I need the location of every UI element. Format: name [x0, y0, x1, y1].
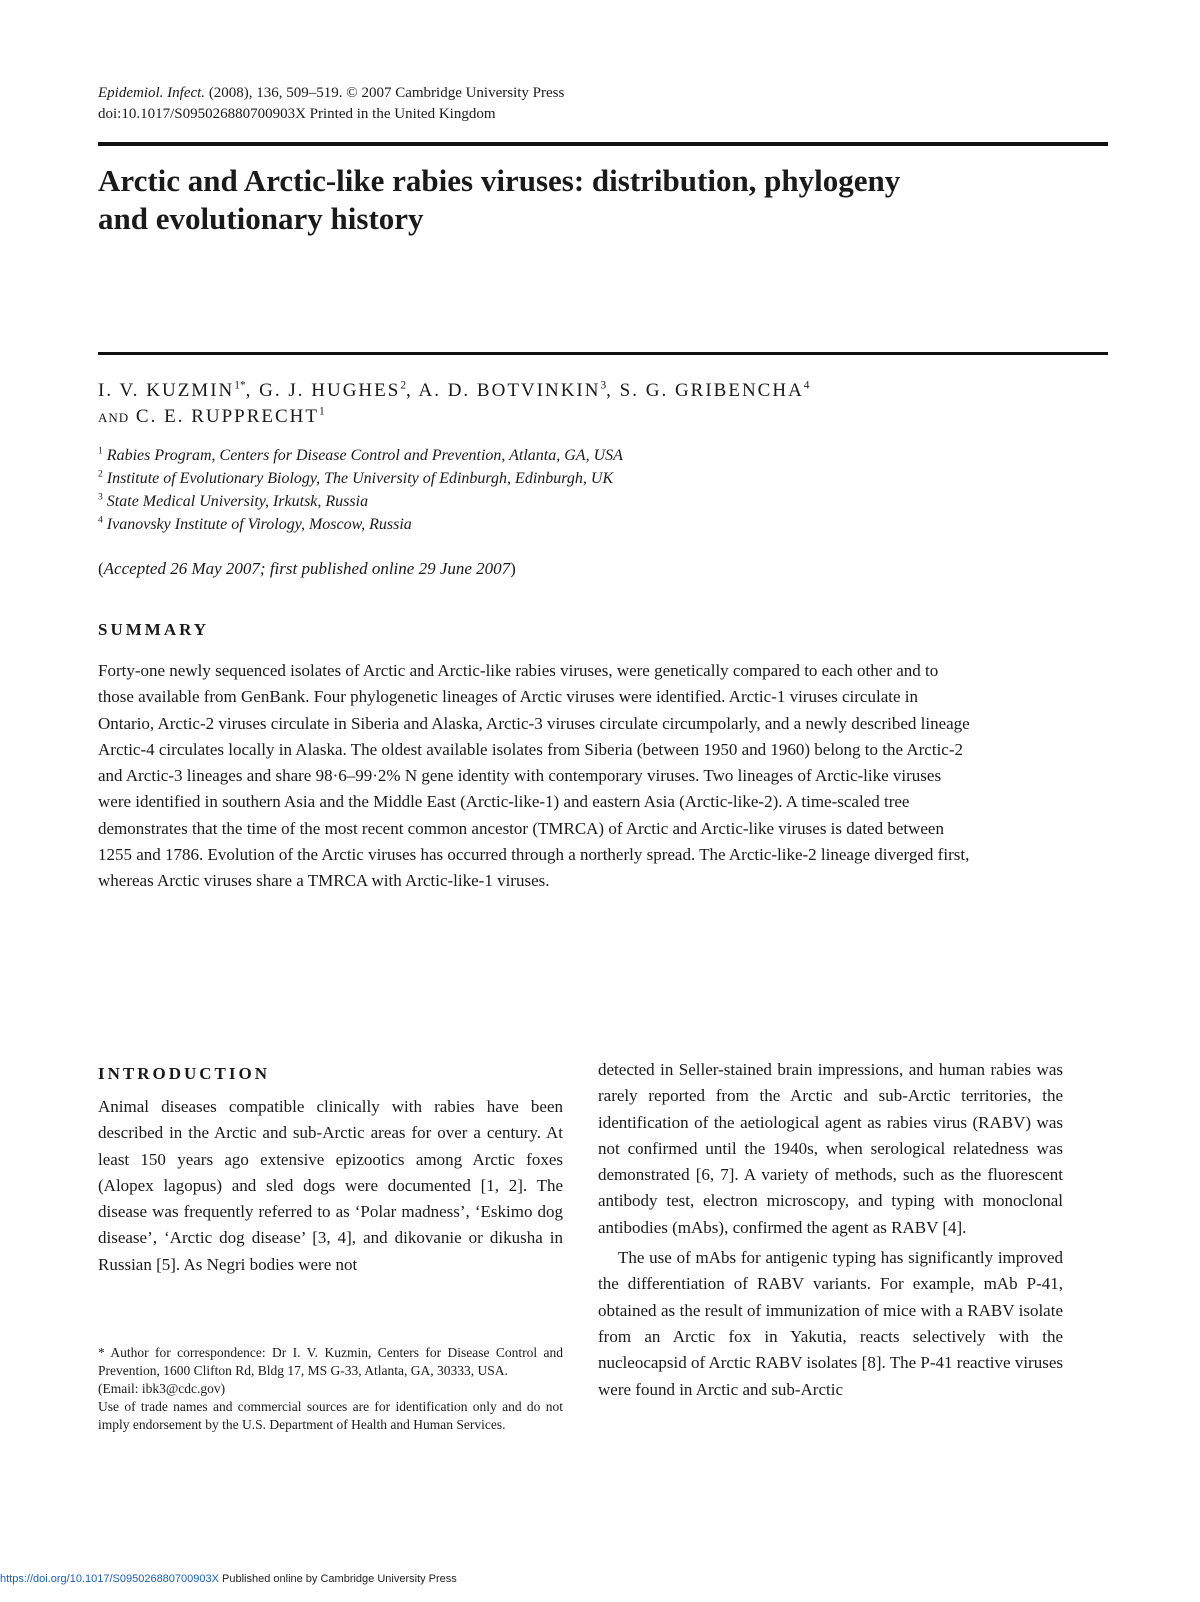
affiliation-number: 2: [98, 468, 103, 480]
author-list: [98, 378, 810, 430]
paren-open: (: [98, 559, 104, 578]
citation-details: (2008), 136, 509–519. © 2007 Cambridge University Press: [205, 85, 565, 101]
affiliation-item: [98, 490, 623, 513]
affiliation-text: Institute of Evolutionary Biology, The University of Edinburgh, Edinburgh, UK: [102, 470, 614, 487]
affiliation-item: [98, 467, 623, 490]
journal-header: [98, 83, 564, 125]
footer-text: Published online by Cambridge University Press: [218, 1573, 457, 1585]
summary-body: [98, 658, 978, 895]
page-footer: [0, 1573, 457, 1585]
summary-heading: SUMMARY: [98, 620, 210, 639]
author-line-2: [98, 404, 810, 430]
citation-line: [98, 83, 564, 104]
affiliation-list: [98, 444, 623, 536]
title-rule: [98, 352, 1108, 355]
author-affil-mark: 1*: [234, 379, 246, 392]
author-affil-mark: 1: [319, 405, 325, 418]
author-name: , G. J. HUGHES: [245, 380, 401, 401]
author-affil-mark: 4: [803, 379, 810, 392]
affiliation-text: Ivanovsky Institute of Virology, Moscow, Russia: [102, 516, 412, 533]
author-name: , A. D. BOTVINKIN: [406, 380, 601, 401]
author-conjunction: and: [98, 406, 130, 427]
author-affil-mark: 2: [400, 379, 407, 392]
top-rule: [98, 142, 1108, 146]
correspondence-footnote: [98, 1344, 563, 1434]
doi-link[interactable]: https://doi.org/10.1017/S095026880700903X: [0, 1573, 219, 1585]
author-name: C. E. RUPPRECHT: [129, 406, 320, 427]
author-name: , S. G. GRIBENCHA: [606, 380, 804, 401]
author-line-1: [98, 378, 810, 404]
author-affil-mark: 3: [600, 379, 607, 392]
accepted-dates: [98, 559, 516, 579]
accepted-text: Accepted 26 May 2007; first published online 29 June 2007: [103, 559, 511, 578]
affiliation-number: 1: [98, 445, 103, 457]
affiliation-item: [98, 444, 623, 467]
affiliation-number: 4: [98, 514, 103, 526]
intro-column-right: [598, 1057, 1063, 1403]
affiliation-number: 3: [98, 491, 103, 503]
affiliation-item: [98, 513, 623, 536]
journal-name: Epidemiol. Infect.: [98, 85, 206, 101]
footnote-email: (Email: ibk3@cdc.gov): [98, 1381, 226, 1396]
summary-paragraph: Forty-one newly sequenced isolates of Arctic and Arctic-like rabies viruses, were genetically compared to each other and to those available from GenBank. Four phylogenetic lineages of Arctic viruses were identified. Arctic-1 viruses circulate in Ontario, Arctic-2 viruses circulate in Siberia and Alaska, Arctic-3 viruses circulate circumpolarly, and a newly described lineage Arctic-4 circulates locally in Alaska. The oldest available isolates from Siberia (between 1950 and 1960) belong to the Arctic-2 and Arctic-3 lineages and share 98·6–99·2% N gene identity with contemporary viruses. Two lineages of Arctic-like viruses were identified in southern Asia and the Middle East (Arctic-like-1) and eastern Asia (Arctic-like-2). A time-scaled tree demonstrates that the time of the most recent common ancestor (TMRCA) of Arctic and Arctic-like viruses is dated between 1255 and 1786. Evolution of the Arctic viruses has occurred through a northerly spread. The Arctic-like-2 lineage diverged first, whereas Arctic viruses share a TMRCA with Arctic-like-1 viruses.: [98, 661, 970, 891]
introduction-heading: INTRODUCTION: [98, 1064, 271, 1083]
doi-line: doi:10.1017/S095026880700903X Printed in the United Kingdom: [98, 106, 496, 122]
affiliation-text: State Medical University, Irkutsk, Russia: [102, 493, 369, 510]
title-line-2: and evolutionary history: [98, 201, 424, 236]
article-title: [98, 162, 1058, 238]
intro-paragraph: Animal diseases compatible clinically with rabies have been described in the Arctic and sub-Arctic areas for over a century. At least 150 years ago extensive epizootics among Arctic foxes (Alopex lagopus) and sled dogs were documented [1, 2]. The disease was frequently referred to as ‘Polar madness’, ‘Eskimo dog disease’, ‘Arctic dog disease’ [3, 4], and dikovanie or dikusha in Russian [5]. As Negri bodies were not: [98, 1097, 563, 1274]
footnote-disclaimer: Use of trade names and commercial sources are for identification only and do not imply endorsement by the U.S. Department of Health and Human Services.: [98, 1399, 563, 1432]
intro-paragraph: The use of mAbs for antigenic typing has significantly improved the differentiation of RABV variants. For example, mAb P-41, obtained as the result of immunization of mice with a RABV isolate from an Arctic fox in Yakutia, reacts selectively with the nucleocapsid of Arctic RABV isolates [8]. The P-41 reactive viruses were found in Arctic and sub-Arctic: [598, 1248, 1063, 1399]
affiliation-text: Rabies Program, Centers for Disease Control and Prevention, Atlanta, GA, USA: [102, 447, 623, 464]
intro-paragraph: detected in Seller-stained brain impressions, and human rabies was rarely reported from the Arctic and sub-Arctic territories, the identification of the aetiological agent as rabies virus (RABV) was not confirmed until the 1940s, when serological relatedness was demonstrated [6, 7]. A variety of methods, such as the fluorescent antibody test, electron microscopy, and typing with monoclonal antibodies (mAbs), confirmed the agent as RABV [4].: [598, 1060, 1063, 1237]
title-line-1: Arctic and Arctic-like rabies viruses: distribution, phylogeny: [98, 163, 901, 198]
author-name: I. V. KUZMIN: [98, 380, 235, 401]
footnote-address: * Author for correspondence: Dr I. V. Kuzmin, Centers for Disease Control and Prevention, 1600 Clifton Rd, Bldg 17, MS G-33, Atlanta, GA, 30333, USA.: [98, 1345, 563, 1378]
intro-column-left: [98, 1094, 563, 1278]
paren-close: ): [510, 559, 516, 578]
